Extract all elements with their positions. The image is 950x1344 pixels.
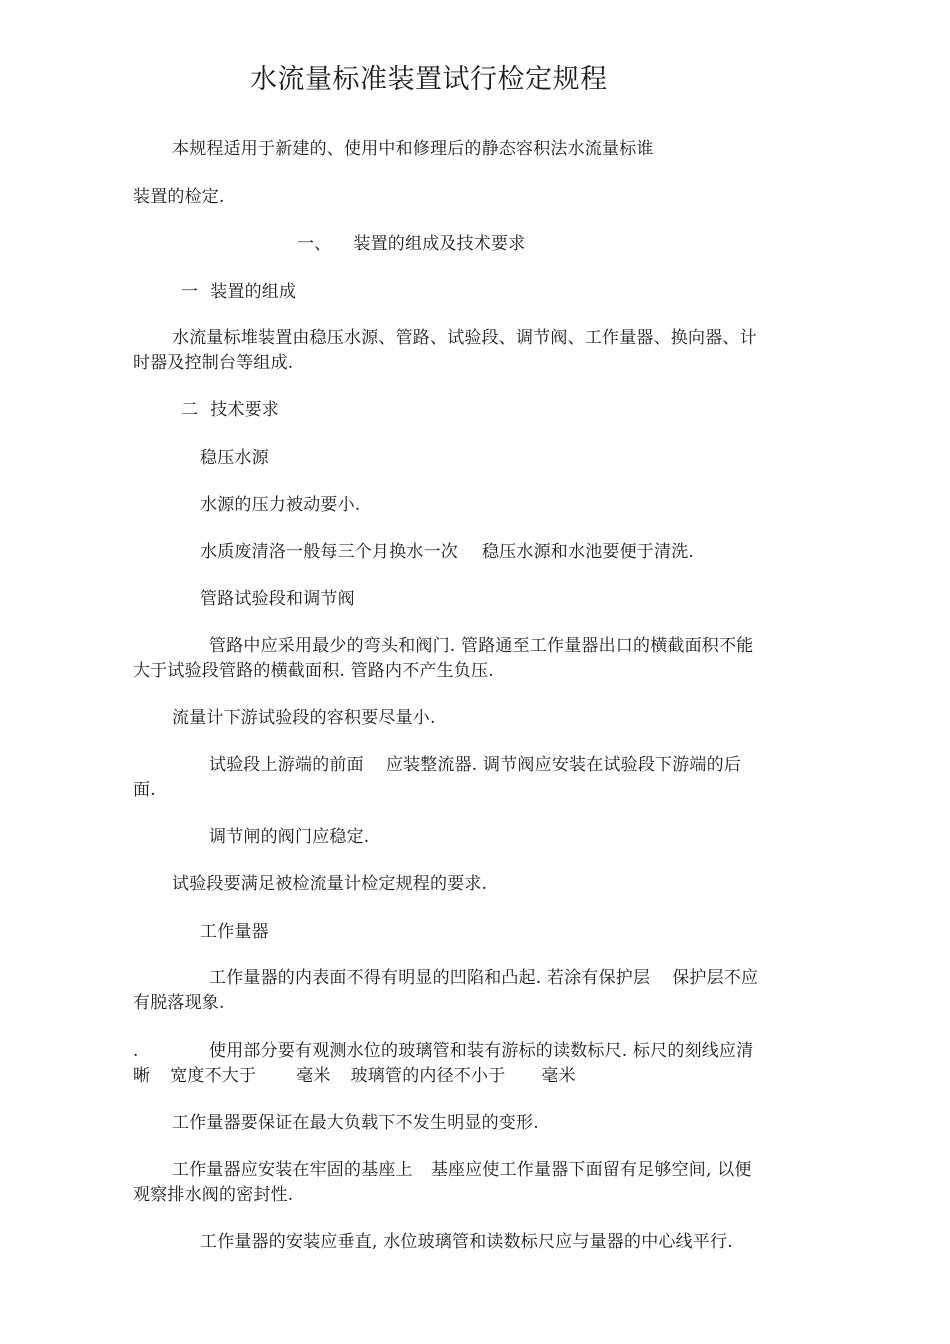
- section-heading-number: 一、: [297, 234, 332, 254]
- pipeline-para-3-part-a: 试验段上游端的前面: [209, 755, 364, 775]
- pipeline-heading: 管路试验段和调节阀: [200, 589, 355, 609]
- vessel-heading: 工作量器: [200, 922, 269, 942]
- subsection-title: 装置的组成: [210, 282, 297, 302]
- vessel-para-2-line-1: 使用部分要有观测水位的玻璃管和装有游标的读数标尺. 标尺的刻线应清: [209, 1041, 754, 1061]
- pipeline-para-2: 流量计下游试验段的容积要尽量小.: [172, 708, 436, 728]
- pipeline-para-5: 试验段要满足被检流量计检定规程的要求.: [172, 874, 488, 894]
- water-source-heading: 稳压水源: [200, 448, 269, 468]
- vessel-para-1-part-a: 工作量器的内表面不得有明显的凹陷和凸起. 若涂有保护层: [209, 968, 651, 988]
- vessel-para-2-seg-b: 宽度不大于: [170, 1066, 257, 1086]
- pipeline-para-3-line-1: [209, 753, 741, 777]
- water-source-item-2: [200, 540, 694, 564]
- vessel-para-2-seg-c: 毫米: [296, 1066, 331, 1086]
- composition-line-1: 水流量标堆装置由稳压水源、管路、试验段、调节阀、工作量器、换向器、计: [172, 328, 757, 348]
- section-heading: [297, 232, 525, 256]
- vessel-para-2-seg-a: 晰: [133, 1066, 151, 1086]
- pipeline-para-3-part-b: 应装整流器. 调节阀应安装在试验段下游端的后: [385, 755, 742, 775]
- subsection-heading-requirements: [181, 398, 279, 422]
- water-source-item-2-part-b: 稳压水源和水池要便于清洗.: [482, 542, 695, 562]
- section-heading-text: 装置的组成及技术要求: [353, 234, 526, 254]
- pipeline-para-1-line-1: 管路中应采用最少的弯头和阀门. 管路通至工作量器出口的横截面积不能: [209, 636, 754, 656]
- vessel-para-4-line-2: 观察排水阀的密封性.: [133, 1185, 294, 1205]
- vessel-para-4-part-a: 工作量器应安装在牢固的基座上: [172, 1160, 413, 1180]
- intro-line-2: 装置的检定.: [133, 187, 225, 207]
- subsection-number: 二: [181, 400, 199, 420]
- pipeline-para-1-line-2: 大于试验段管路的横截面积. 管路内不产生负压.: [133, 661, 494, 681]
- vessel-para-4-line-1: [172, 1158, 752, 1182]
- pipeline-para-4: 调节闸的阀门应稳定.: [209, 827, 370, 847]
- water-source-item-2-part-a: 水质废清洛一般每三个月换水一次: [200, 542, 458, 562]
- subsection-number: 一: [181, 282, 199, 302]
- water-source-item-1: 水源的压力被动要小.: [200, 495, 361, 515]
- composition-line-2: 时器及控制台等组成.: [133, 353, 294, 373]
- vessel-para-1-part-b: 保护层不应: [672, 968, 759, 988]
- intro-line-1: 本规程适用于新建的、使用中和修理后的静态容积法水流量标谁: [172, 139, 654, 159]
- vessel-para-2-marker: .: [133, 1041, 139, 1061]
- vessel-para-5: 工作量器的安装应垂直, 水位玻璃管和读数标尺应与量器的中心线平行.: [200, 1232, 733, 1252]
- subsection-heading-composition: [181, 280, 296, 304]
- vessel-para-3: 工作量器要保证在最大负载下不发生明显的变形.: [172, 1113, 539, 1133]
- vessel-para-2-line-2: [133, 1064, 576, 1088]
- subsection-title: 技术要求: [210, 400, 280, 420]
- vessel-para-1-line-2: 有脱落现象.: [133, 993, 225, 1013]
- pipeline-para-3-line-2: 面.: [133, 780, 156, 800]
- vessel-para-1-line-1: [209, 966, 758, 990]
- vessel-para-2-seg-d: 玻璃管的内径不小于: [350, 1066, 506, 1086]
- document-title: 水流量标准装置试行检定规程: [250, 64, 608, 95]
- vessel-para-4-part-b: 基座应使工作量器下面留有足够空间, 以便: [430, 1160, 752, 1180]
- vessel-para-2-seg-e: 毫米: [541, 1066, 576, 1086]
